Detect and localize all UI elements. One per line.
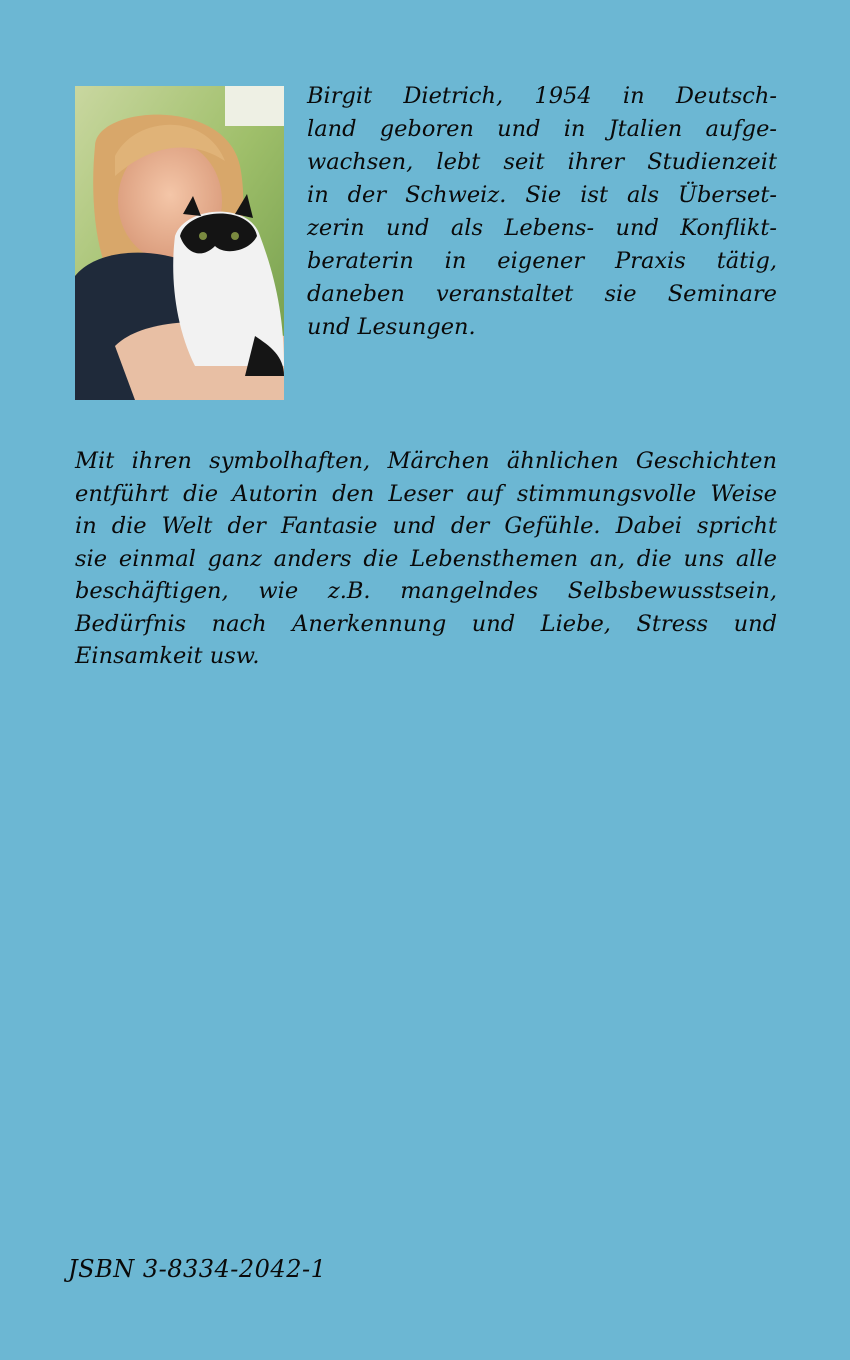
bio-line: zerin und als Lebens- und Konflikt- xyxy=(307,215,777,241)
description-line: Einsamkeit usw. xyxy=(75,643,260,669)
author-photo xyxy=(75,86,284,400)
bio-line: beraterin in eigener Praxis tätig, xyxy=(307,248,777,274)
description-line: entführt die Autorin den Leser auf stimmungsvolle Weise xyxy=(75,480,777,507)
description-line: beschäftigen, wie z.B. mangelndes Selbsbewusstsein, xyxy=(75,578,777,604)
description-line: Bedürfnis nach Anerkennung und Liebe, Stress und xyxy=(75,610,777,637)
bio-line: in der Schweiz. Sie ist als Überset- xyxy=(307,182,777,208)
book-description xyxy=(75,445,777,673)
description-line: Mit ihren symbolhaften, Märchen ähnlichen Geschichten xyxy=(75,448,777,474)
description-line: sie einmal ganz anders die Lebensthemen an, die uns alle xyxy=(75,545,777,572)
bio-line: Birgit Dietrich, 1954 in Deutsch- xyxy=(307,83,777,109)
bio-line: daneben veranstaltet sie Seminare xyxy=(307,281,777,307)
description-line: in die Welt der Fantasie und der Gefühle. Dabei spricht xyxy=(75,513,777,539)
bio-line: und Lesungen. xyxy=(307,314,476,340)
author-with-cat-photo-icon xyxy=(75,86,284,400)
author-bio xyxy=(307,80,777,344)
bio-line: land geboren und in Jtalien aufge- xyxy=(307,116,777,142)
isbn-number: JSBN 3-8334-2042-1 xyxy=(68,1255,327,1283)
bio-line: wachsen, lebt seit ihrer Studienzeit xyxy=(307,149,777,175)
